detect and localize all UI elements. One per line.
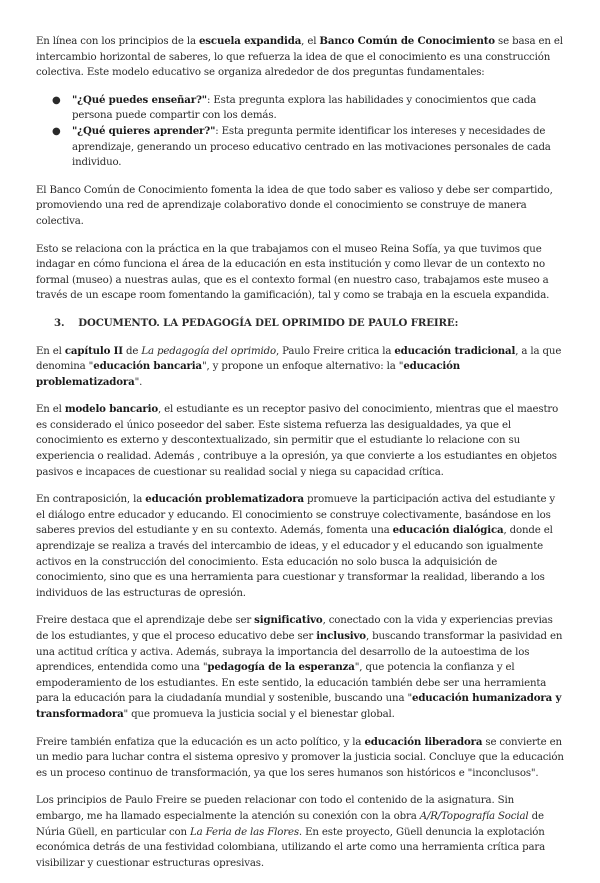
freire-destaca-paragraph: Freire destaca que el aprendizaje debe ser significativo, conectado con la vida y experiencias previas de los estudiantes, y que el proceso educativo debe ser inclusivo, buscando transformar la pasividad en una actitud crítica y activa. Además, subraya la importancia del desarrollo de la autoestima de los aprendices, entendida como una "pedagogía de la esperanza", que potencia la confianza y el empoderamiento de los estudiantes. En este sentido, la educación también debe ser una herramienta para la educación para la ciudadanía mundial y sostenible, buscando una "educación humanizadora y transformadora" que promueva la justicia social y el bienestar global. — [36, 614, 563, 720]
contraposicion-paragraph: En contraposición, la educación problematizadora promueve la participación activa del estudiante y el diálogo entre educador y educando. El conocimiento se construye colectivamente, basándose en los saberes previos del estudiante y en su contexto. Además, fomenta una educación dialógica, donde el aprendizaje se realiza a través del intercambio de ideas, y el educador y el educando son igualmente activos en la construcción del conocimiento. Esta educación no solo busca la adquisición de conocimiento, sino que es una herramienta para cuestionar y transformar la realidad, liberando a los individuos de las estructuras de opresión. — [36, 493, 556, 599]
reina-sofia-paragraph: Esto se relaciona con la práctica en la que trabajamos con el museo Reina Sofía, ya que tuvimos que indagar en cómo funciona el área de la educación en esta institución y como llevar de un contexto no formal (museo) a nuestras aulas, que es el contexto formal (en nuestro caso, trabajamos este museo a través de un escape room fomentando la gamificación), tal y como se trabaja en la escuela expandida. — [36, 243, 550, 302]
banco-paragraph: El Banco Común de Conocimiento fomenta la idea de que todo saber es valioso y debe ser compartido, promoviendo una red de aprendizaje colaborativo donde el conocimiento se construye de manera colectiva. — [36, 184, 553, 227]
questions-list — [36, 93, 564, 171]
capitulo-paragraph: En el capítulo II de La pedagogía del oprimido, Paulo Freire critica la educación tradicional, a la que denomina "educación bancaria", y propone un enfoque alternativo: la "educación problematizadora". — [36, 344, 562, 388]
list-item: ● "¿Qué puedes enseñar?": Esta pregunta explora las habilidades y conocimientos que cada persona puede compartir con los demás. — [52, 93, 537, 122]
section-title: DOCUMENTO. LA PEDAGOGÍA DEL OPRIMIDO DE PAULO FREIRE: — [78, 316, 459, 329]
bullet-icon: ● — [52, 125, 61, 137]
freire-enfatiza-paragraph: Freire también enfatiza que la educación es un acto político, y la educación liberadora se convierte en un medio para luchar contra el sistema opresivo y promover la justicia social. Concluye que la educación es un proceso continuo de transformación, ya que los seres humanos son históricos e "inconclusos". — [36, 735, 564, 779]
intro-paragraph: En línea con los principios de la escuela expandida, el Banco Común de Conocimiento se basa en el intercambio horizontal de saberes, lo que refuerza la idea de que el conocimiento es una construcción colectiva. Este modelo educativo se organiza alrededor de dos preguntas fundamentales: — [36, 35, 563, 79]
bullet-icon: ● — [52, 94, 61, 106]
list-item: ● "¿Qué quieres aprender?": Esta pregunta permite identificar los intereses y necesidades de aprendizaje, generando un proceso educativo centrado en las motivaciones personales de cada individuo. — [52, 124, 551, 169]
section-heading — [36, 316, 564, 332]
section-number: 3. — [54, 316, 65, 329]
principios-paragraph: Los principios de Paulo Freire se pueden relacionar con todo el contenido de la asignatura. Sin embargo, me ha llamado especialmente la atención su conexión con la obra A/R/Topografía Social de Núria Güell, en particular con La Feria de las Flores. En este proyecto, Güell denuncia la explotación económica detrás de una festividad colombiana, utilizando el arte como una herramienta crítica para visibilizar y cuestionar estructuras opresivas. — [36, 795, 546, 869]
modelo-bancario-paragraph: En el modelo bancario, el estudiante es un receptor pasivo del conocimiento, mientras que el maestro es considerado el único poseedor del saber. Este sistema refuerza las desigualdades, ya que el conocimiento es externo y descontextualizado, sin permitir que el estudiante lo relacione con su experiencia o realidad. Además , contribuye a la opresión, ya que convierte a los estudiantes en objetos pasivos e incapaces de cuestionar su realidad social y niega su capacidad crítica. — [36, 403, 559, 478]
document-page — [36, 34, 564, 883]
